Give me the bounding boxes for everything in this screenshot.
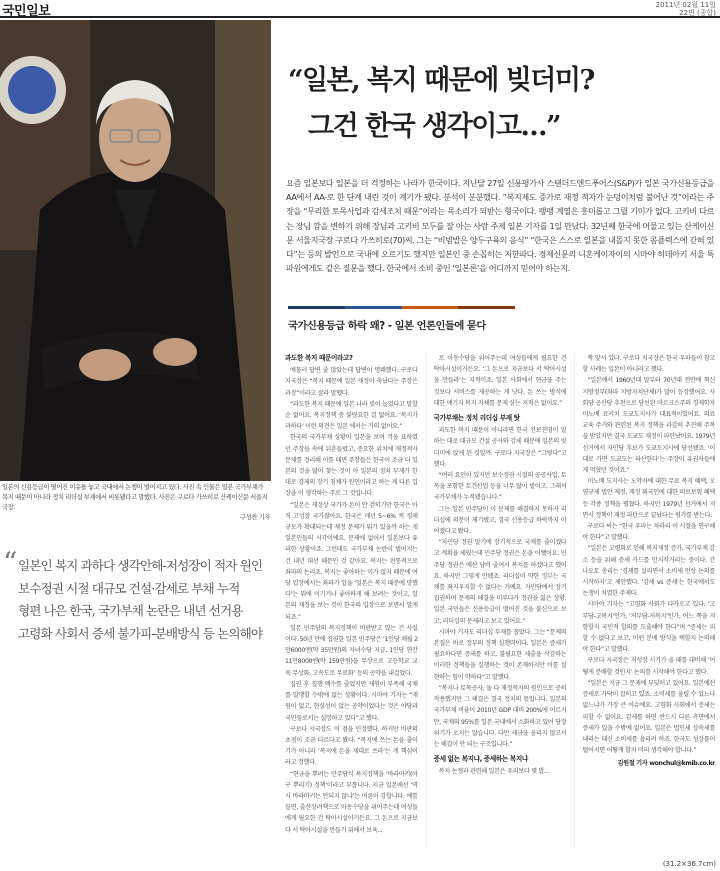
pull-quote-line: 형편 나은 한국, 국가부채 논란은 내년 선거용 [18,603,243,618]
body-paragraph: “과도한 복지 때문에 일본 나라 빚이 늘었다고 말할 순 없어요. 복지정책 중 불량요한 걸 없어요. ‘복지가 과하다’ 이런 의견은 일본 에서는 거의 없어요.” [285,400,418,431]
issue-info [656,1,716,17]
headline-line-2: 그건 한국 생각이고…” [308,111,560,142]
quote-mark-icon: “ [3,546,17,579]
body-column-1 [285,353,418,848]
column-heading: 증세 없는 복지냐, 증세하는 복지냐 [433,755,528,764]
pull-quote-line: 일본인 복지 과하다 생각안해-저성장이 적자 원인 [18,558,263,573]
body-paragraph: 시마야 기자는 “고령화 사회가 다가오고 있다. ‘고부담-고복지’인가, ‘저부담-저복지’인가, 어느 쪽을 지향할지 국민적 합의를 도출해야 한다”며 “증세는 피할 수 없다고 보고, 어떤 분배 방식을 택할지 논의해야 한다”고 말했다. [582,601,716,654]
headline-line-1: “일본, 복지 때문에 빚더미? [288,65,594,96]
article-byline: 김원철 기자 wonchul@kmib.co.kr [617,760,716,768]
masthead [0,0,720,18]
body-column-3 [574,353,715,848]
color-divider [288,306,515,309]
body-paragraph: “여러 요인이 있지만 보수정권 시절의 공공사업, 토목을 포함한 토건산업 등을 너무 많이 벌이고, 그래서 국가부채가 누적됐습니다.” [433,472,567,502]
body-paragraph: 구로다 씨는 “한국 우파는 차라리 이 시절을 연구해야 한다”고 말했다. [582,523,716,542]
body-paragraph: “현금을 뿌려는 민주당식 복지정책을 ‘바라마키(마구 뿌리기) 정책’이라고 부릅니다. 지금 일본에선 ‘역시 바라마키는 안되지 않냐’는 여론이 강합니다. 예를 들면, 출산장려책으로 아동수당을 위어주는데 여성들에게 필요한 건 탁아시설이거든요. 그 돈으로 지금보다 서 탁아시설을 만들기 위해서 보육... [285,770,418,834]
interview-photo [0,20,271,481]
divider-segment [402,306,459,309]
divider-segment [288,306,345,309]
body-paragraph: 그는 일본 민주당이 이 문제를 해결하지 못하자 리더십에 의문이 제기됐고, 결국 신용등급 하락까지 이어졌다고 봤다. [433,505,567,536]
divider-segment [458,306,515,309]
newspaper-logo: 국민일보 [2,4,51,19]
body-paragraph: 집권 후 집행 액수를 줄었지만 재원이 부족해 국채를 발행할 수밖에 없는 상황이다. 시마야 기자는 “재원이 없고, 현실성이 없는 공약이었다는 것은 야당과 국민들로서는 실망하고 있다”고 했다. [285,680,418,722]
pull-quote-line: 보수정권 시절 대규모 건설·감세로 부채 누적 [18,580,240,596]
left-hand [79,349,131,381]
body-paragraph: 시마야 기자도 리더십 부재를 꼽았다. 그는 “문제의 본질은 바로 정부의 정책 실행력이다. 일본은 증세가 필요하다면 증세를 하고, 불필요한 세출을 삭감하는 이러한 정책들을 실행하는 것이 존재하지만 이를 실현하는 힘이 약하다”고 말했다. [433,628,567,681]
body-paragraph: 과도한 복지 때문이 아니라면 한국 진보진영이 말하는 대로 대규모 건설 공사와 감세 때문에 일본의 빚더미에 앉게 된 것일까. 구로다 지국장은 “그렇다”고 했다. [433,427,567,468]
body-paragraph: 구로다 지국장도 이 점을 인정했다. 하지만 비판의 초점이 조금 다르다고 봤다. “복지에 쓰는 돈을 줄이기가 아니라 ‘복지에 돈을 제대로 쓰라’는 게 핵심이라고 정했다. [285,725,418,767]
photo-caption [2,483,270,523]
body-paragraph: “일본에서 1960년대 말부터 70년대 전반에 혁신지방정부(좌파 지방자치단체)가 많이 등장했어요. 사회당 공산당 추천으로 당선된 마르크스주의 경제학자 미노베 료키치 도쿄도지사가 대표적이었어요. 의료 교육 주거와 관련된 복지 정책을 과감히 추진해 주목을 받았지만 결국 도쿄도 재정이 파탄났어요. 1979년 선거에서 자민당 후보가 도쿄도지사에 당선됐죠. ‘이대로 가면 도쿄도는 파산한다’는 주장이 유권자들에게 먹혔던 것이죠.” [582,377,716,475]
portrait-illustration [0,20,271,481]
page-dimensions: (31.2×36.7cm) [662,860,716,868]
caption-text: 일본의 신용등급이 떨어진 이유를 놓고 국내에서 논쟁이 벌어지고 있다. 사진 속 인물은 일본 국가부채가 복지 때문이 아니라 정치 리더십 부재에서 비롯됐다고 말했다. 사진은 구로다 가쓰히로 산케이신문 서울지국장. [2,484,268,511]
issue-date: 2011년 02월 11일 [655,1,716,9]
column-heading: 과도한 복지 때문이라고? [285,354,353,362]
article-headline [288,58,708,150]
body-paragraph: 짝 앞서 있다. 구로다 지국장은 한국 우파들이 참고할 사례는 일본이 아니라고 했다. [582,355,716,374]
body-paragraph: 미노베 도지사는 노약자에 대한 무료 복지 혜택, 오염규제 법안 제정, 재정 외국인에 대한 의료보험 혜택 등 각종 정책을 펼쳤다. 하지만 1979년 선거에서 지면서 정책이 재정 파탄으로 끝났다는 평가를 받는다. [582,478,716,519]
body-paragraph: 구로다 지국장은 저성장 시기가 올 때를 대비해 ‘어떻게 분배할 것인지’ 논의를 시작해야 한다고 했다. [582,657,716,676]
article-body [285,353,715,848]
body-paragraph: 로 아동수당을 위어주는데 여성들에게 필요한 건 탁아시설이거든요. ‘그 돈으로 지금보다 서 탁아시설을 만들라’는 지적이죠. 일본 사회에서 현금을 주는 것보다 서비스를 제공하는 게 낫다, 돈 쓰는 방식에 대한 얘기지 복지 자체를 문제 삼는 지적은 없어요.” [433,355,567,407]
body-paragraph: “일본은 고령화로 인해 복지재정 증가, 국가부채 감소 등을 위해 증세 카드를 만지작거리는 중이다. 간 나오토 총리는 ‘경제를 살리면서 소비세 인상 논의를 시작하자’고 제안했다. ‘감세 vs 증세’는 한국에서도 논쟁이 치열한 주제다. [582,545,716,598]
body-paragraph: 복지 논쟁과 관련해 일본은 우리보다 몇 발... [438,768,549,776]
body-column-2 [426,353,567,848]
right-hand [153,338,197,366]
article-lead: 요즘 일본보다 일본을 더 걱정하는 나라가 한국이다. 지난달 27일 신용평가사 스탠더드앤드푸어스(S&P)가 일본 국가신용등급을 AA에서 AA-로 한 단계 내린 것이 계기가 됐다. 분석이 분분했다. “복지제도 증가로 재정 적자가 눈덩이처럼 불어난 것”이라는 주장을 “무리한 토목사업과 감세조치 때문”이라는 목소리가 되받는 형국이다. 팽팽 계열은 흥미롭고 그릴 기미가 없다. 고키비 다르는 장님 깜을 변하기 위해 장님과 고키비 모두를 잘 아는 사람 주제 일본 기자를 1일 만났다. 32년째 한국에 머물고 있는 산케이신문 서울지국장 구로다 가쓰히로(70)씨. 그는 “비빔밥은 양두구육의 음식” “한국은 스스로 일본을 내몰지 못한 콤플렉스에 갇혀 있다”는 등의 발언으로 국내에 오르기도 했지만 일본인 중 손꼽히는 지한파다. 경제신문의 니혼케이자이의 시마야 히데아키 서울 특파원에게도 같은 질문을 했다. 한국에서 소비 중인 ‘일본론’을 어디까지 믿어야 하는지. [286,178,714,274]
body-paragraph: “복지나 토목공사, 둘 다 재정적자의 원인으로 공히 작용했지만 그 해결은 결국 정치의 몫입니다. 일본의 국가부채 비율이 2010년 GDP 대비 200%에 이르지만, 국채의 95%를 일본 국내에서 소화하고 있어 당장 위기가 오지는 않습니다. 다만 세금을 올리지 않고서는 해결이 안 되는 구조입니다.” [433,684,567,748]
pull-quote-line: 고령화 사회서 증세 불가피-분배방식 등 논의해야 [18,625,263,641]
body-paragraph: “자민당 정권 말기에 장기적으로 국채를 줄이겠다고 계획을 세웠는데 민주당 정권은 돈을 어쨌어요. 민주당 정권은 예산 남비 줄여서 복지를 하겠다고 했어요. 하지만 그렇게 안됐죠. 리더십이 약한 정부는 국채를 좌지우지할 수 없다는 거예요. 자민당에서 장기 집권하며 문제의 해결을 미루다가 정권을 잃은 상황. 일본 국민들은 신용등급이 떨어진 것을 불신으로 보고, 리더십의 문제라고 보고 있어요.” [433,539,567,625]
column-heading: 국가부채는 정치 리더십 부재 탓 [433,414,520,423]
body-paragraph: “일본은 재정상 국가가 돈이 안 걷히기만 한국은 아직 고성장 국가잖아요. 한국은 매년 5~6% 씩 경제 규모가 확대되는데 재정 문제가 뭐가 있을까 하는 게 일본인들의 시각이에요. 문제에 없어서 일본보다 유리한 상황이죠. 그런데도 국가부채 논란이 벌어지는 건 내년 대선 때문인 것 같아요. 복지는 전통적으로 좌파의 논리죠. 복지는 좋아하는 이가 없지 때문에 여당 입장에서는 좌파가 입을 ‘일본은 복지 때문에 망했다’는 뭐에 이기거나 좋아하게 해 보려는 것이고, 일본의 재정을 보는 것이 한국의 입장으로 보면서 알게 되죠.” [285,501,418,621]
pull-quote [3,546,268,645]
body-paragraph: “일본은 지금 그 문제에 부딪히고 있어요. 일본에선 증세로 가닥이 잡히고 있죠. 소비세를 올릴 수 있느냐 없느냐가 가장 큰 이슈예요. 고령화 사회에서 증세는 피할 수 없어요. 감세를 하면 반드시 다른 측면에서 증세가 있을 수밖에 없어요. 일본은 법인세 상속세를 내리는 대신 소비세를 올리려 하죠. 한국도 성장률이 떨어지면 어떻게 할지 미리 생각해야 합니다.” [582,679,716,755]
body-paragraph: 일본 민주당의 복지정책이 비판받고 있는 건 사실이다. 50년 만에 집권한 일본 민주당은 ‘1인당 매월 2만6000엔(약 35만원)의 자녀수당 지급, 1인당 연간 11만8000엔(약 159만원)을 무상으로 고등학교 교육 무상화, 고속도로 무료화’ 등의 공약을 내걸었다. [285,624,418,677]
body-paragraph: 예물러 답변 줄 않았는데 답변이 명쾌했다. 구로다 지국장은 “복지 때문에 일본 재정이 축났다는 주장은 과장”이라고 잘라 말했다. [285,367,418,397]
photo-credit: 구성찬 기자 [239,514,270,521]
body-paragraph: 한국의 국가부채 상황이 일본을 보며 걱을 표하였던 주장들 속에 뒤흔들렸고, 중요한 위치에 재정적자 문제를 정리해 이를 테면 주장들은 한국이 조금 더 일본의 것을 많이 찾는 것이 아 일본의 정치 부재가 한 대로 경제의 장기 침체가 원인이라고 하는 게 다른 입장을 이 생각하는 주로 그 것입니다. [285,434,418,498]
article-subhead: 국가신용등급 하락 왜? - 일본 언론인들에 묻다 [288,320,486,332]
divider-segment [345,306,402,309]
issue-section: 22면 (종합) [679,9,716,17]
decor-plate-pattern [8,66,56,114]
